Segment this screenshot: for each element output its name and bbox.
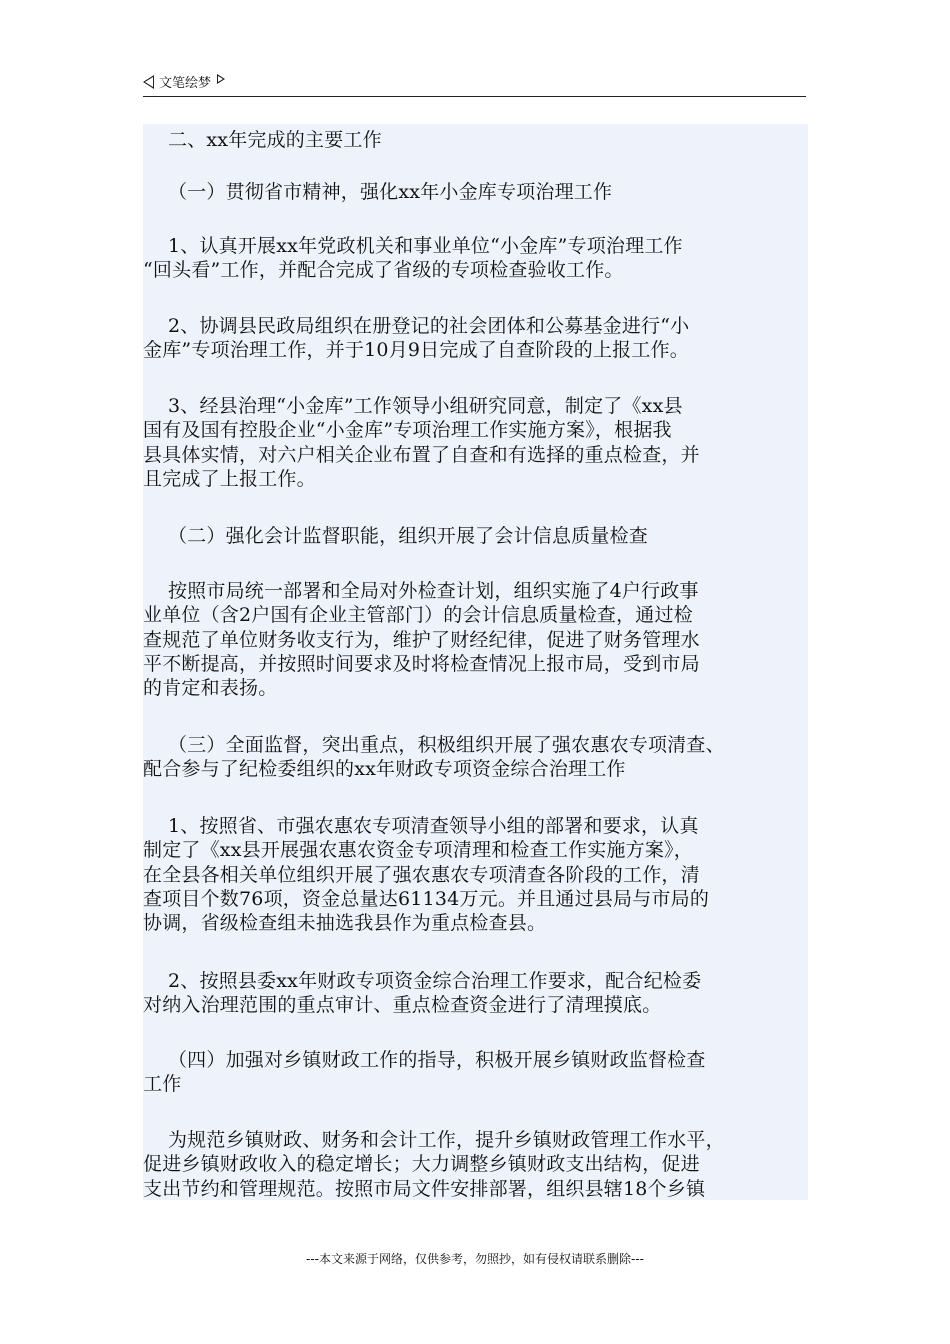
paragraph: 为规范乡镇财政、财务和会计工作，提升乡镇财政管理工作水平， 促进乡镇财政收入的稳定增长；大力调整乡镇财政支出结构，促进 支出节约和管理规范。按照市局文件安排部署，组织县辖18个乡镇 (143, 1129, 725, 1200)
page-header (143, 72, 806, 98)
paragraph: 2、协调县民政局组织在册登记的社会团体和公募基金进行“小 金库”专项治理工作，并于10月9日完成了自查阶段的上报工作。 (143, 315, 690, 362)
triangle-right-icon (217, 74, 225, 84)
subsection-heading: （二）强化会计监督职能，组织开展了会计信息质量检查 (143, 525, 648, 547)
subsection-heading: （三）全面监督，突出重点，积极组织开展了强农惠农专项清查、 配合参与了纪检委组织的xx年财政专项资金综合治理工作 (143, 734, 725, 781)
paragraph: 3、经县治理“小金库”工作领导小组研究同意，制定了《xx县 国有及国有控股企业“小金库”专项治理工作实施方案》，根据我 县具体实情，对六户相关企业布置了自查和有选择的重点检查，并 且完成了上报工作。 (143, 395, 700, 490)
document-body (143, 124, 808, 1200)
paragraph: 1、按照省、市强农惠农专项清查领导小组的部署和要求，认真 制定了《xx县开展强农惠农资金专项清理和检查工作实施方案》， 在全县各相关单位组织开展了强农惠农专项清查各阶段的工作，清 查项目个数76项，资金总量达61134万元。并且通过县局与市局的 协调，省级检查组未抽选我县作为重点检查县。 (143, 815, 710, 935)
header-logo-text: 文笔绘梦 (159, 76, 212, 91)
subsection-heading: （一）贯彻省市精神，强化xx年小金库专项治理工作 (143, 181, 613, 203)
triangle-left-icon (143, 75, 154, 89)
header-divider (143, 96, 806, 97)
paragraph: 2、按照县委xx年财政专项资金综合治理工作要求，配合纪检委 对纳入治理范围的重点审计、重点检查资金进行了清理摸底。 (143, 970, 702, 1017)
section-heading: 二、xx年完成的主要工作 (143, 129, 382, 151)
paragraph: 按照市局统一部署和全局对外检查计划，组织实施了4户行政事 业单位（含2户国有企业主管部门）的会计信息质量检查，通过检 查规范了单位财务收支行为，维护了财经纪律，促进了财务管理水 平不断提高，并按照时间要求及时将检查情况上报市局，受到市局 的肯定和表扬。 (143, 580, 700, 700)
subsection-heading: （四）加强对乡镇财政工作的指导，积极开展乡镇财政监督检查 工作 (143, 1049, 706, 1096)
paragraph: 1、认真开展xx年党政机关和事业单位“小金库”专项治理工作 “回头看”工作，并配合完成了省级的专项检查验收工作。 (143, 235, 683, 282)
header-logo (143, 72, 806, 91)
footer-disclaimer: ---本文来源于网络，仅供参考，勿照抄，如有侵权请联系删除--- (306, 1252, 644, 1266)
